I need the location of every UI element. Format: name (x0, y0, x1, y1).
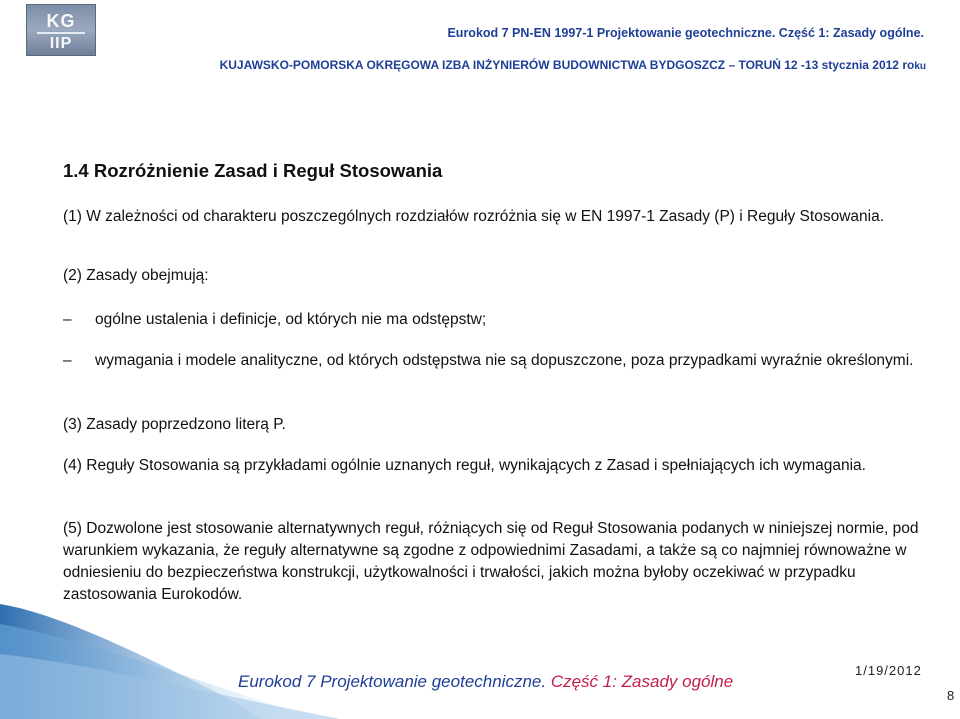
footer-caption-czesc: Część 1: Zasady ogólne (550, 672, 734, 691)
bullet-item-1: ogólne ustalenia i definicje, od których nie ma odstępstw; (95, 311, 487, 328)
paragraph-5: (5) Dozwolone jest stosowanie alternatywnych reguł, różniących się od Reguł Stosowania podanych w niniejszej normie, pod warunkiem wykazania, że reguły alternatywne są zgodne z odpowiednimi Zasadami, a także są co najmniej równoważne w odniesieniu do bezpieczeństwa konstrukcji, użytkowalności i trwałości, jakich można byłoby oczekiwać w przypadku zastosowania Eurokodów. (63, 520, 919, 603)
page-number: 8 (947, 688, 955, 703)
paragraph-3: (3) Zasady poprzedzono literą P. (63, 416, 286, 433)
footer-date: 1/19/2012 (855, 663, 922, 678)
logo-text-top: KG (46, 11, 76, 31)
bullet-dash-2: – (63, 352, 72, 369)
footer-caption-projektowanie: Projektowanie geotechniczne. (315, 672, 551, 691)
logo-text-bottom: IIP (49, 35, 73, 52)
paragraph-4: (4) Reguły Stosowania są przykładami ogólnie uznanych reguł, wynikających z Zasad i spełniających ich wymagania. (63, 457, 866, 474)
paragraph-2: (2) Zasady obejmują: (63, 267, 209, 284)
bullet-item-2: wymagania i modele analityczne, od których odstępstwa nie są dopuszczone, poza przypadkami wyraźnie określonymi. (95, 352, 914, 369)
header-subtitle (220, 58, 926, 72)
slide-title: 1.4 Rozróżnienie Zasad i Reguł Stosowania (63, 160, 443, 181)
kg-iip-logo (26, 4, 96, 56)
bullet-dash-1: – (63, 311, 72, 328)
header-subtitle-tail: ku (914, 61, 926, 72)
footer-caption (238, 672, 733, 692)
header-title: Eurokod 7 PN-EN 1997-1 Projektowanie geotechniczne. Część 1: Zasady ogólne. (447, 26, 924, 40)
header-subtitle-main: KUJAWSKO-POMORSKA OKRĘGOWA IZBA INŻYNIERÓW BUDOWNICTWA BYDGOSZCZ – TORUŃ 12 -13 stycznia 2012 ro (219, 58, 915, 72)
footer-wave-decoration (0, 604, 340, 719)
paragraph-1: (1) W zależności od charakteru poszczególnych rozdziałów rozróżnia się w EN 1997-1 Zasady (P) i Reguły Stosowania. (63, 208, 885, 225)
footer-caption-eurokod: Eurokod 7 (238, 672, 316, 691)
logo-divider (37, 32, 85, 34)
